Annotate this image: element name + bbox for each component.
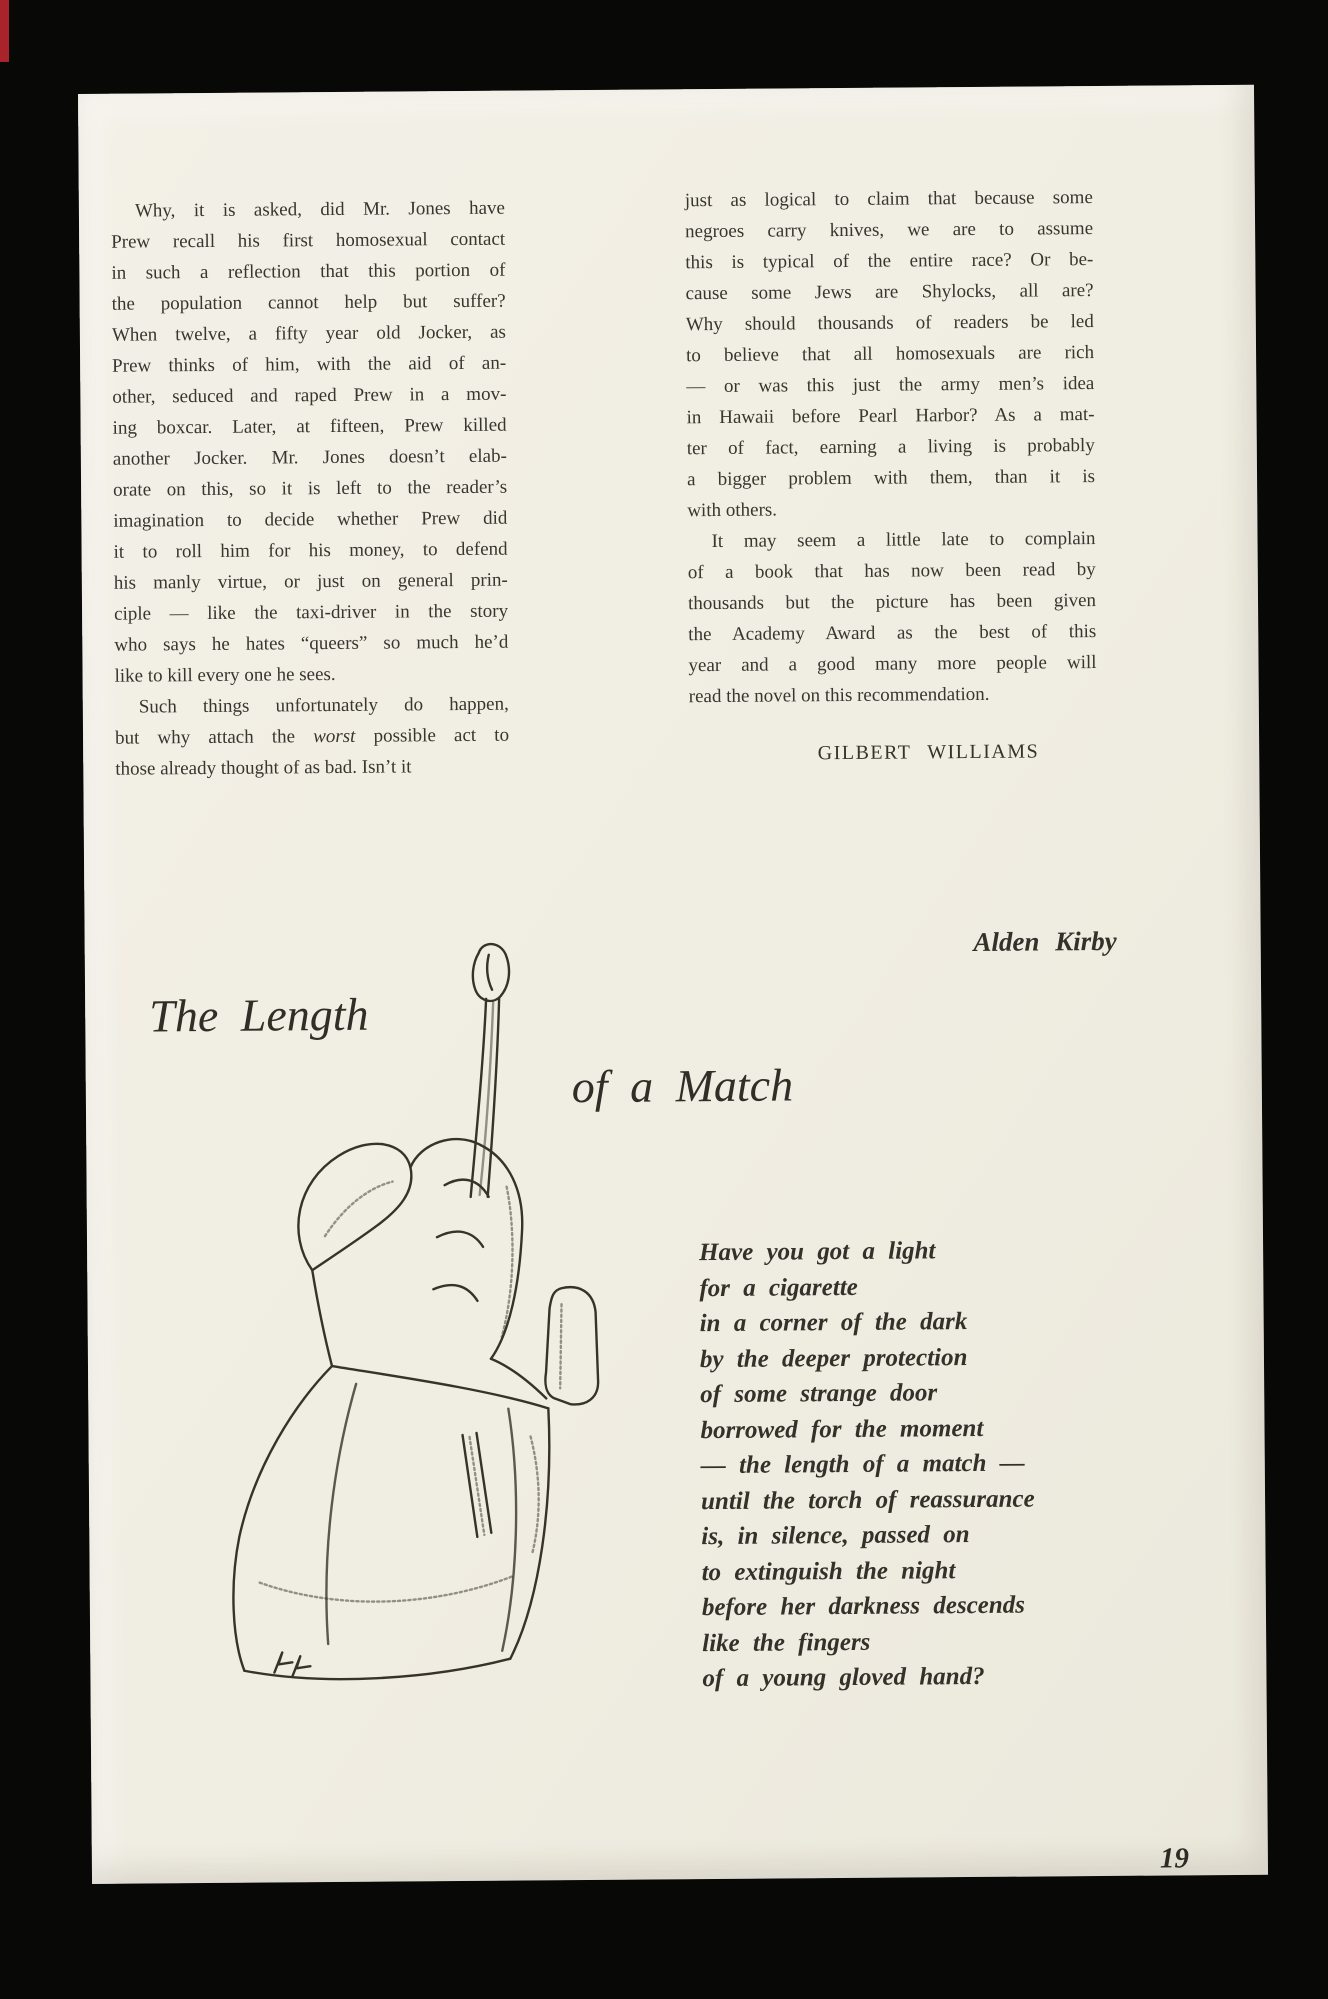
text-line: it to roll him for his money, to defend — [113, 538, 508, 563]
text-line: negroes carry knives, we are to assume — [685, 218, 1094, 243]
text-line: Such things unfortunately do happen, — [138, 693, 509, 718]
text-line: Why should thousands of readers be led — [685, 311, 1094, 336]
gloved-hand-sketch — [230, 1138, 601, 1680]
text-line: the population cannot help but suffer? — [111, 290, 506, 315]
poem-title-line2: of a Match — [571, 1059, 794, 1113]
text-line: like the fingers — [702, 1628, 871, 1657]
reviewer-signature: GILBERT WILLIAMS — [817, 740, 1040, 765]
text-line: of a book that has now been read by — [687, 559, 1096, 584]
text-line: in Hawaii before Pearl Harbor? As a mat- — [686, 404, 1095, 429]
text-line: of some strange door — [700, 1379, 938, 1409]
text-line: to believe that all homosexuals are rich — [685, 342, 1095, 367]
match-icon — [469, 944, 511, 1197]
artist-signature-mark — [274, 1652, 310, 1676]
paragraph — [685, 182, 1096, 526]
text-line: ing boxcar. Later, at fifteen, Prew killed — [112, 414, 507, 439]
text-line: Why, it is asked, did Mr. Jones have — [134, 197, 505, 222]
poem-text — [699, 1232, 1143, 1697]
scan-artifact-red-strip — [0, 0, 9, 62]
text-line: It may seem a little late to complain — [711, 528, 1096, 553]
paragraph — [111, 193, 509, 692]
paragraph — [687, 523, 1096, 712]
text-line: Have you got a light — [699, 1237, 936, 1267]
text-line: When twelve, a fifty year old Jocker, as — [111, 321, 506, 346]
text-line: before her darkness descends — [701, 1591, 1026, 1622]
hand-holding-match-illustration — [207, 936, 653, 1699]
text-line: read the novel on this recommendation. — [688, 683, 990, 708]
text-line: year and a good many more people will — [688, 652, 1097, 677]
paragraph — [115, 689, 510, 785]
text-line: another Jocker. Mr. Jones doesn’t elab- — [112, 445, 507, 470]
text-line: thousands but the picture has been given — [687, 590, 1097, 615]
text-line: Prew recall his first homosexual contact — [111, 228, 506, 253]
text-line: in such a reflection that this portion of — [111, 259, 506, 284]
text-line: Prew thinks of him, with the aid of an- — [112, 352, 507, 377]
text-line: his manly virtue, or just on general prin- — [113, 569, 508, 594]
text-line: for a cigarette — [699, 1273, 858, 1302]
text-line: orate on this, so it is left to the reader’s — [113, 476, 508, 501]
text-line — [115, 720, 509, 754]
text-line: a bigger problem with them, than it is — [686, 466, 1096, 491]
text-line: by the deeper protection — [699, 1343, 968, 1373]
text-line: imagination to decide whether Prew did — [113, 507, 508, 532]
text-line: of a young gloved hand? — [702, 1662, 985, 1693]
text-line: — or was this just the army men’s idea — [686, 373, 1095, 398]
text-line: ciple — like the taxi-driver in the story — [114, 600, 509, 625]
text-segment: possible act to — [355, 724, 510, 747]
text-line: — the length of a match — — [700, 1449, 1025, 1480]
page-number: 19 — [1159, 1842, 1190, 1875]
text-line: with others. — [687, 499, 778, 522]
text-line: in a corner of the dark — [699, 1308, 968, 1338]
text-line: other, seduced and raped Prew in a mov- — [112, 383, 507, 408]
text-line: borrowed for the moment — [700, 1414, 984, 1444]
text-line: like to kill every one he sees. — [114, 663, 336, 687]
text-line: cause some Jews are Shylocks, all are? — [685, 280, 1094, 305]
text-line: to extinguish the night — [701, 1556, 956, 1586]
emphasized-word: worst — [313, 725, 356, 748]
text-line: is, in silence, passed on — [701, 1521, 970, 1551]
text-line: until the torch of reassurance — [700, 1485, 1035, 1515]
text-segment: but why attach the — [114, 726, 314, 749]
text-line: who says he hates “queers” so much he’d — [114, 631, 509, 656]
review-column-left — [111, 193, 510, 785]
text-line: ter of fact, earning a living is probably — [686, 435, 1095, 460]
text-line: the Academy Award as the best of this — [688, 621, 1097, 646]
text-line: those already thought of as bad. Isn’t it — [115, 756, 412, 780]
text-line: just as logical to claim that because some — [684, 187, 1093, 212]
poem-byline: Alden Kirby — [973, 925, 1117, 957]
magazine-page — [78, 85, 1268, 1884]
review-column-right — [685, 182, 1097, 712]
poem-title-line1: The Length — [149, 988, 369, 1042]
text-line: this is typical of the entire race? Or be- — [685, 249, 1094, 274]
